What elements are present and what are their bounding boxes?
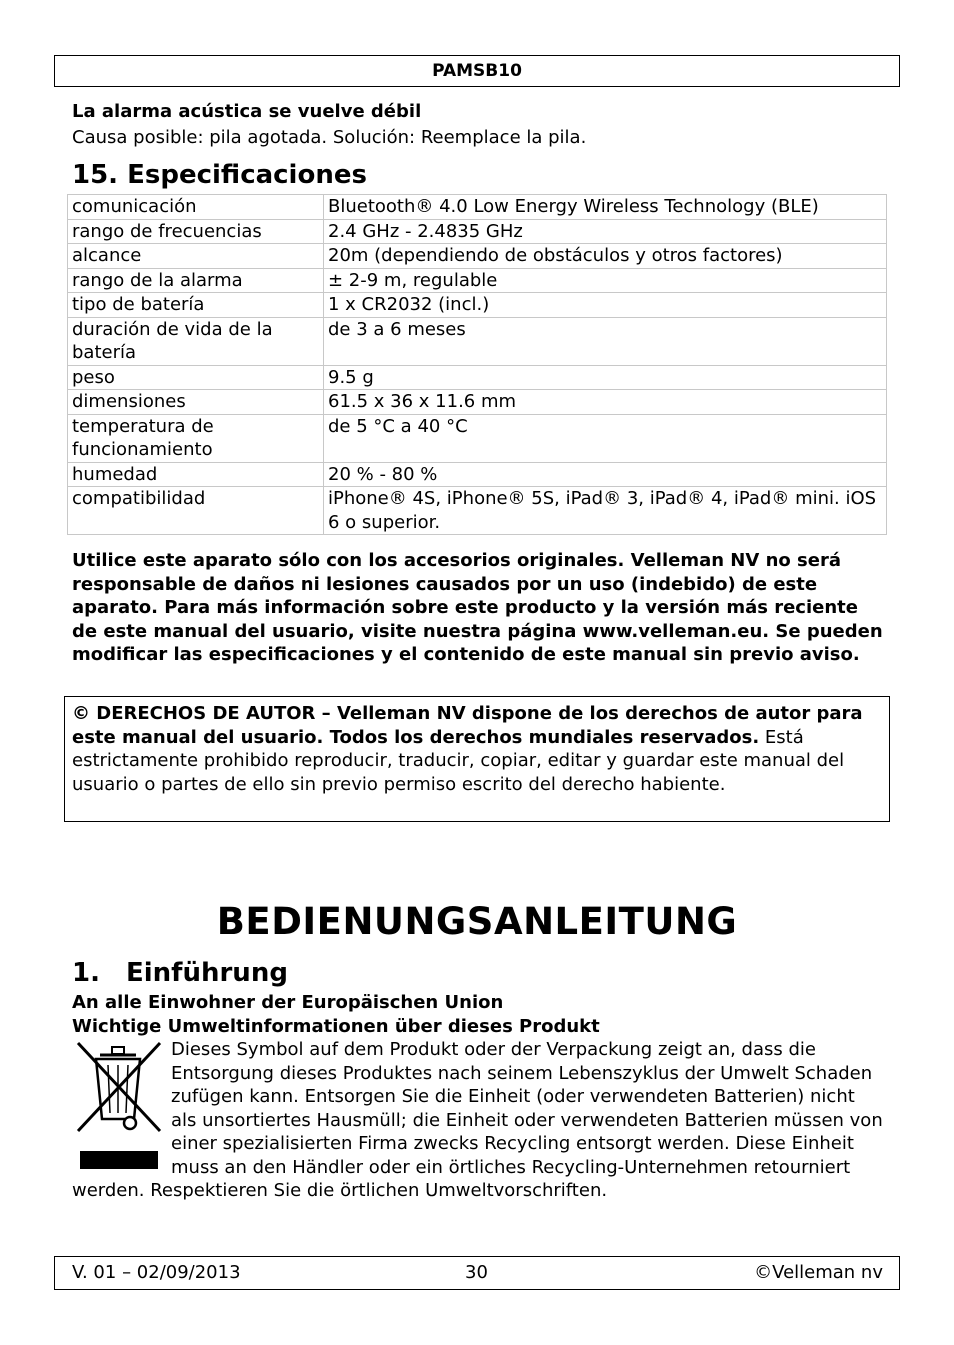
spec-row [68, 414, 887, 462]
version: V. 01 – 02/09/2013 [72, 1262, 241, 1283]
spec-row [68, 244, 887, 269]
spec-key: peso [68, 365, 324, 390]
spec-key: temperatura de funcionamiento [68, 414, 324, 462]
spec-value: de 3 a 6 meses [324, 317, 887, 365]
model-name: PAMSB10 [432, 61, 522, 81]
spec-key: comunicación [68, 195, 324, 220]
alarm-heading: La alarma acústica se vuelve débil [72, 101, 422, 122]
spec-row [68, 487, 887, 535]
spec-value: 20m (dependiendo de obstáculos y otros factores) [324, 244, 887, 269]
spec-value: iPhone® 4S, iPhone® 5S, iPad® 3, iPad® 4, iPad® mini. iOS 6 o superior. [324, 487, 887, 535]
icon-spacer [72, 1038, 171, 1174]
spec-value: 1 x CR2032 (incl.) [324, 293, 887, 318]
spec-value: 2.4 GHz - 2.4835 GHz [324, 219, 887, 244]
copyright-bold: © DERECHOS DE AUTOR – Velleman NV dispone de los derechos de autor para este manual del usuario. Todos los derechos mundiales reservados. [72, 703, 863, 748]
spec-row [68, 462, 887, 487]
manual-title: BEDIENUNGSANLEITUNG [216, 900, 738, 943]
spec-row [68, 390, 887, 415]
spec-key: compatibilidad [68, 487, 324, 535]
page-number: 30 [465, 1262, 488, 1283]
spec-row [68, 365, 887, 390]
spec-value: 20 % - 80 % [324, 462, 887, 487]
copyright-text: Está estrictamente prohibido reproducir, traducir, copiar, editar y guardar este manual del usuario o partes de ello sin previo permiso escrito del derecho habiente. [72, 726, 845, 795]
spec-key: rango de frecuencias [68, 219, 324, 244]
spec-value: ± 2-9 m, regulable [324, 268, 887, 293]
spec-key: alcance [68, 244, 324, 269]
spec-row [68, 268, 887, 293]
usage-notice: Utilice este aparato sólo con los accesorios originales. Velleman NV no será responsable de daños ni lesiones causados por un uso (indebido) de este aparato. Para más información sobre este producto y la versión más reciente de este manual del usuario, visite nuestra página www.velleman.eu. Se pueden modificar las especificaciones y el contenido de este manual sin previo aviso. [72, 550, 883, 665]
spec-value: Bluetooth® 4.0 Low Energy Wireless Technology (BLE) [324, 195, 887, 220]
page-header [54, 55, 900, 87]
footer-copyright: ©Velleman nv [754, 1262, 883, 1283]
alarm-text: Causa posible: pila agotada. Solución: Reemplace la pila. [72, 127, 587, 148]
spec-row [68, 219, 887, 244]
copyright-box [64, 696, 890, 822]
intro-heading: 1. Einführung [72, 958, 288, 988]
env-heading: Wichtige Umweltinformationen über dieses Produkt [72, 1016, 600, 1037]
env-text [72, 1038, 884, 1203]
spec-key: humedad [68, 462, 324, 487]
specs-heading: 15. Especificaciones [72, 160, 367, 190]
env-body: Dieses Symbol auf dem Produkt oder der Verpackung zeigt an, dass die Entsorgung dieses Produktes nach seinem Lebenszyklus der Umwelt Schaden zufügen kann. Entsorgen Sie die Einheit (oder verwendeten Batterien) nicht als unsortiertes Hausmüll; die Einheit oder verwendeten Batterien müssen von einer spezialisierten Firma zwecks Recycling entsorgt werden. Diese Einheit muss an den Händler oder ein örtliches Recycling-Unternehmen retourniert werden. Respektieren Sie die örtlichen Umweltvorschriften. [72, 1039, 883, 1201]
specs-table [67, 194, 887, 535]
spec-key: tipo de batería [68, 293, 324, 318]
spec-value: de 5 °C a 40 °C [324, 414, 887, 462]
eu-heading: An alle Einwohner der Europäischen Union [72, 992, 504, 1013]
spec-value: 9.5 g [324, 365, 887, 390]
spec-row [68, 195, 887, 220]
spec-value: 61.5 x 36 x 11.6 mm [324, 390, 887, 415]
page-footer [54, 1256, 900, 1290]
spec-key: dimensiones [68, 390, 324, 415]
spec-row [68, 317, 887, 365]
spec-key: duración de vida de la batería [68, 317, 324, 365]
spec-key: rango de la alarma [68, 268, 324, 293]
spec-row [68, 293, 887, 318]
